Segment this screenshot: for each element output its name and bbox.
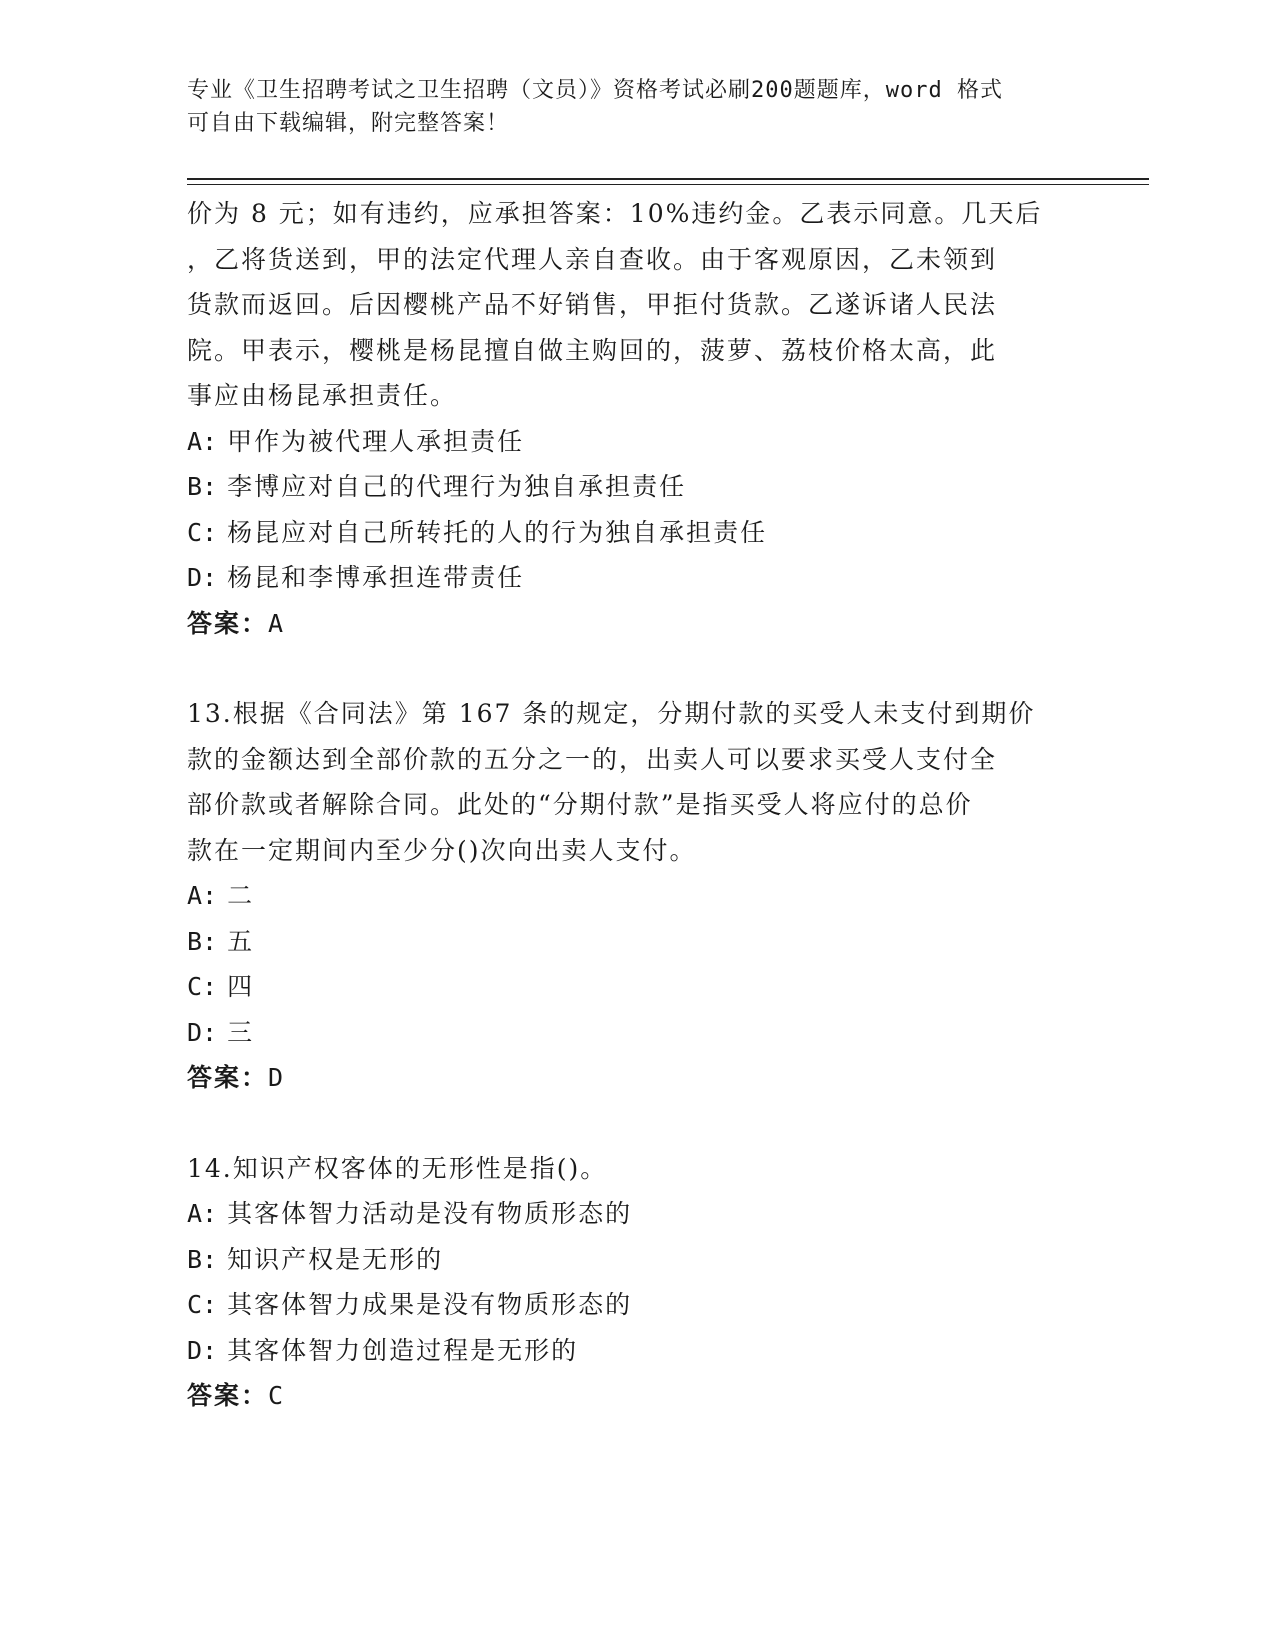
answer-label: 答案： (187, 608, 269, 638)
option-key: D: (187, 1017, 218, 1047)
option-text: 杨昆应对自己所转托的人的行为独自承担责任 (227, 517, 768, 547)
option-a (187, 419, 1087, 465)
question-12 (187, 191, 1087, 646)
question-12-stem (187, 191, 1087, 419)
question-stem-line: 价为 8 元；如有违约，应承担答案：10%违约金。乙表示同意。几天后 (187, 199, 1043, 228)
header-title-line-1: 专业《卫生招聘考试之卫生招聘（文员）》资格考试必刷200题题库，word 格式 (187, 78, 1003, 103)
option-key: A: (187, 426, 218, 456)
option-key: A: (187, 881, 218, 910)
option-key: C: (187, 1290, 218, 1319)
option-c (187, 1282, 1087, 1328)
option-text: 五 (227, 926, 255, 956)
option-d (187, 1328, 1087, 1374)
option-key: C: (187, 972, 218, 1001)
question-stem-line: 14.知识产权客体的无形性是指()。 (187, 1153, 608, 1183)
question-14-stem (187, 1146, 1087, 1192)
question-stem-line: 款的金额达到全部价款的五分之一的，出卖人可以要求买受人支付全 (187, 744, 998, 774)
question-stem-line: ，乙将货送到，甲的法定代理人亲自查收。由于客观原因，乙未领到 (187, 244, 998, 274)
question-stem-line: 院。甲表示，樱桃是杨昆擅自做主购回的，菠萝、荔枝价格太高，此 (187, 335, 998, 365)
option-key: D: (187, 563, 218, 592)
page-header (187, 74, 1067, 140)
question-stem-line: 款在一定期间内至少分()次向出卖人支付。 (187, 835, 697, 865)
option-b (187, 919, 1087, 965)
option-text: 李博应对自己的代理行为独自承担责任 (227, 472, 687, 501)
option-c (187, 510, 1087, 556)
question-stem-line: 货款而返回。后因樱桃产品不好销售，甲拒付货款。乙遂诉诸人民法 (187, 290, 998, 319)
answer-label: 答案： (187, 1063, 269, 1092)
option-a (187, 873, 1087, 919)
option-d (187, 1010, 1087, 1056)
header-rule-thick (187, 178, 1149, 180)
option-key: B: (187, 1244, 218, 1274)
option-key: C: (187, 517, 218, 547)
question-stem-line: 部价款或者解除合同。此处的“分期付款”是指买受人将应付的总价 (187, 790, 973, 819)
question-stem-line: 13.根据《合同法》第 167 条的规定，分期付款的买受人未支付到期价 (187, 699, 1036, 728)
answer-line (187, 601, 1087, 647)
option-c (187, 964, 1087, 1010)
answer-value: D (268, 1063, 286, 1092)
option-text: 三 (227, 1017, 255, 1047)
option-key: B: (187, 926, 218, 956)
option-text: 四 (227, 972, 255, 1001)
option-text: 杨昆和李博承担连带责任 (227, 563, 525, 592)
option-text: 其客体智力创造过程是无形的 (227, 1335, 579, 1365)
document-body (187, 191, 1087, 1419)
question-13 (187, 691, 1087, 1101)
option-text: 其客体智力成果是没有物质形态的 (227, 1290, 633, 1319)
option-b (187, 1237, 1087, 1283)
option-b (187, 464, 1087, 510)
option-key: D: (187, 1335, 218, 1365)
header-title-line-2: 可自由下载编辑，附完整答案！ (187, 111, 510, 136)
answer-label: 答案： (187, 1381, 269, 1410)
answer-line (187, 1055, 1087, 1101)
option-text: 甲作为被代理人承担责任 (227, 426, 525, 456)
option-text: 知识产权是无形的 (227, 1244, 444, 1274)
header-rule-thin (187, 184, 1149, 185)
answer-value: A (268, 608, 286, 638)
option-key: B: (187, 472, 218, 501)
option-a (187, 1191, 1087, 1237)
question-13-stem (187, 691, 1087, 873)
option-text: 其客体智力活动是没有物质形态的 (227, 1199, 633, 1228)
option-text: 二 (227, 881, 255, 910)
question-14 (187, 1146, 1087, 1419)
answer-value: C (268, 1381, 286, 1410)
option-d (187, 555, 1087, 601)
option-key: A: (187, 1199, 218, 1228)
answer-line (187, 1373, 1087, 1419)
question-stem-line: 事应由杨昆承担责任。 (187, 381, 458, 410)
